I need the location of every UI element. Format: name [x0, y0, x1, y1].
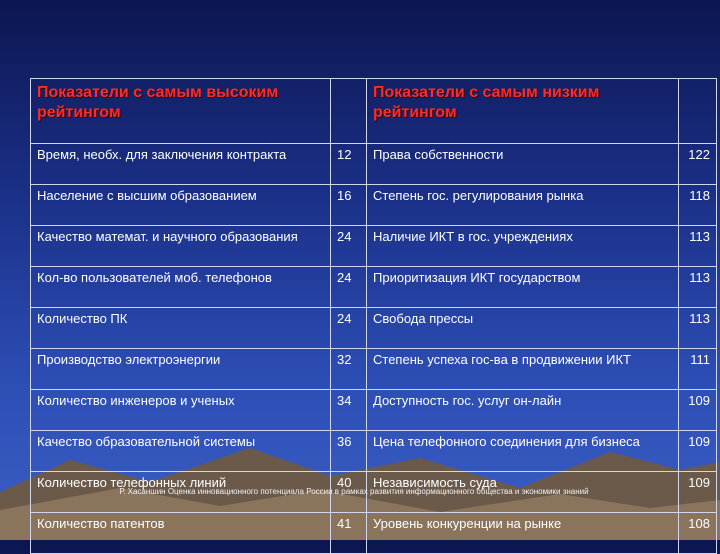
high-indicator-cell: Кол-во пользователей моб. телефонов [31, 267, 331, 308]
low-rank-cell: 113 [679, 267, 717, 308]
table-row [31, 349, 717, 390]
table-row [31, 308, 717, 349]
low-indicator-cell: Свобода прессы [367, 308, 679, 349]
low-rank-cell: 118 [679, 185, 717, 226]
low-indicator-cell: Степень успеха гос-ва в продвижении ИКТ [367, 349, 679, 390]
table-row [31, 267, 717, 308]
low-indicator-cell: Степень гос. регулирования рынка [367, 185, 679, 226]
high-indicator-cell: Производство электроэнергии [31, 349, 331, 390]
high-rank-cell: 24 [331, 308, 367, 349]
high-indicator-cell: Количество телефонных линий [31, 472, 331, 513]
low-indicator-cell: Независимость суда [367, 472, 679, 513]
table-header-row [31, 79, 717, 144]
rating-table [30, 78, 717, 554]
low-indicator-cell: Цена телефонного соединения для бизнеса [367, 431, 679, 472]
low-rank-cell: 122 [679, 144, 717, 185]
high-rank-cell: 36 [331, 431, 367, 472]
low-rank-cell: 113 [679, 226, 717, 267]
high-rank-cell: 16 [331, 185, 367, 226]
low-rank-cell: 108 [679, 513, 717, 554]
high-indicator-cell: Количество ПК [31, 308, 331, 349]
high-indicator-cell: Количество патентов [31, 513, 331, 554]
low-rank-cell: 113 [679, 308, 717, 349]
high-rank-cell: 24 [331, 226, 367, 267]
high-rank-cell: 34 [331, 390, 367, 431]
low-indicator-cell: Доступность гос. услуг он-лайн [367, 390, 679, 431]
table-row [31, 185, 717, 226]
table-row [31, 390, 717, 431]
high-rank-cell: 32 [331, 349, 367, 390]
high-indicator-cell: Время, необх. для заключения контракта [31, 144, 331, 185]
high-indicator-cell: Качество образовательной системы [31, 431, 331, 472]
rating-table-body [31, 79, 717, 554]
low-rank-cell: 109 [679, 390, 717, 431]
high-indicator-cell: Качество математ. и научного образования [31, 226, 331, 267]
low-indicator-cell: Уровень конкуренции на рынке [367, 513, 679, 554]
table-row [31, 226, 717, 267]
table-row [31, 431, 717, 472]
table-row [31, 144, 717, 185]
low-rating-header: Показатели с самым низким рейтингом [367, 79, 679, 144]
high-rank-cell: 12 [331, 144, 367, 185]
high-rating-header: Показатели с самым высоким рейтингом [31, 79, 331, 144]
high-indicator-cell: Количество инженеров и ученых [31, 390, 331, 431]
high-indicator-cell: Население с высшим образованием [31, 185, 331, 226]
low-rank-header [679, 79, 717, 144]
high-rank-cell: 41 [331, 513, 367, 554]
high-rank-header [331, 79, 367, 144]
table-row [31, 513, 717, 554]
high-rank-cell: 24 [331, 267, 367, 308]
low-rank-cell: 109 [679, 472, 717, 513]
low-rank-cell: 109 [679, 431, 717, 472]
low-indicator-cell: Наличие ИКТ в гос. учреждениях [367, 226, 679, 267]
source-footnote: Р. Хасаншин Оценка инновационного потенциала России в рамках развития информационного общества и экономики знаний [119, 487, 589, 496]
low-indicator-cell: Приоритизация ИКТ государством [367, 267, 679, 308]
high-rank-cell: 40 [331, 472, 367, 513]
low-rank-cell: 111 [679, 349, 717, 390]
low-indicator-cell: Права собственности [367, 144, 679, 185]
